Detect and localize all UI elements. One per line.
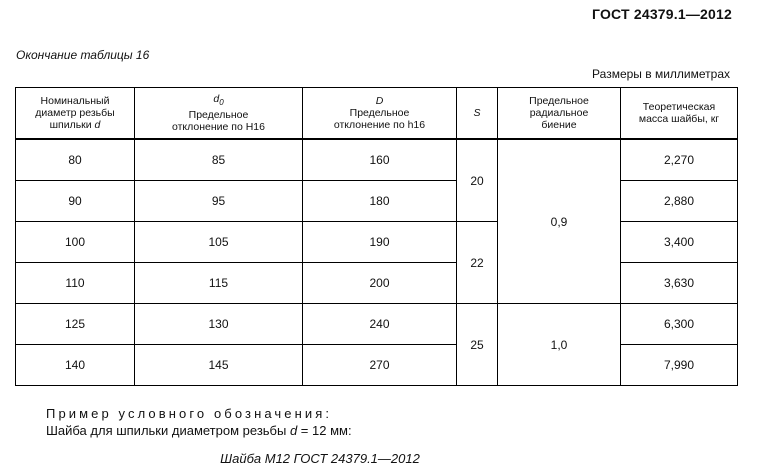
data-table: [15, 87, 738, 386]
example-symbol: d: [289, 423, 298, 438]
cell-D: 240: [303, 304, 457, 345]
cell-mass: 6,300: [621, 304, 738, 345]
cell-d0: 145: [135, 345, 303, 386]
header-text: отклонение по Н16: [172, 121, 265, 134]
cell-nominal-diameter: 80: [16, 139, 135, 181]
header-symbol-subscript: 0: [219, 98, 224, 108]
cell-nominal-diameter: 90: [16, 181, 135, 222]
table-container: [15, 87, 737, 386]
example-title: Пример условного обозначения:: [46, 406, 333, 421]
header-text: Предельное: [349, 107, 410, 119]
header-text: отклонение по h16: [333, 119, 426, 131]
header-text: радиальное: [529, 107, 589, 119]
standard-header: ГОСТ 24379.1—2012: [592, 6, 732, 22]
table-row: [16, 222, 738, 263]
cell-mass: 3,630: [621, 263, 738, 304]
designation-line: [0, 451, 772, 466]
table-row: [16, 304, 738, 345]
cell-nominal-diameter: 110: [16, 263, 135, 304]
cell-D: 180: [303, 181, 457, 222]
cell-mass: 7,990: [621, 345, 738, 386]
table-row: [16, 263, 738, 304]
header-symbol-letter: d: [213, 92, 220, 105]
cell-nominal-diameter: 125: [16, 304, 135, 345]
cell-nominal-diameter: 140: [16, 345, 135, 386]
header-symbol: S: [473, 107, 481, 119]
cell-d0: 115: [135, 263, 303, 304]
cell-radial-runout: 1,0: [498, 304, 621, 386]
col-header-S: [457, 88, 498, 140]
cell-d0: 85: [135, 139, 303, 181]
example-text-before: Шайба для шпильки диаметром резьбы: [46, 423, 290, 438]
table-row: [16, 345, 738, 386]
header-text: масса шайбы, кг: [638, 113, 720, 125]
cell-D: 190: [303, 222, 457, 263]
designation-text: Шайба М12 ГОСТ 24379.1—2012: [220, 451, 420, 466]
col-header-D: [303, 88, 457, 140]
cell-nominal-diameter: 100: [16, 222, 135, 263]
units-note: Размеры в миллиметрах: [592, 67, 730, 81]
example-text: [46, 422, 352, 439]
col-header-d0: [135, 88, 303, 140]
table-caption: Окончание таблицы 16: [16, 48, 150, 62]
header-text: биение: [541, 119, 577, 131]
cell-radial-runout: 0,9: [498, 139, 621, 304]
cell-d0: 130: [135, 304, 303, 345]
col-header-theoretical-mass: [621, 88, 738, 140]
header-text: Номинальный: [40, 95, 110, 107]
col-header-radial-runout: [498, 88, 621, 140]
cell-S: 22: [457, 222, 498, 304]
cell-D: 160: [303, 139, 457, 181]
cell-d0: 95: [135, 181, 303, 222]
example-text-after: = 12 мм:: [297, 423, 352, 438]
designation-example: [46, 405, 352, 439]
cell-S: 25: [457, 304, 498, 386]
cell-mass: 3,400: [621, 222, 738, 263]
header-text: Предельное: [529, 95, 589, 107]
table-row: [16, 181, 738, 222]
header-text: шпильки: [49, 119, 92, 131]
cell-D: 270: [303, 345, 457, 386]
cell-D: 200: [303, 263, 457, 304]
cell-S: 20: [457, 139, 498, 222]
col-header-nominal-diameter: [16, 88, 135, 140]
table-header-row: [16, 88, 738, 140]
header-symbol: [135, 93, 302, 109]
header-text: Теоретическая: [642, 101, 716, 113]
header-symbol: d: [94, 119, 101, 131]
cell-mass: 2,880: [621, 181, 738, 222]
header-text: Предельное: [188, 109, 249, 122]
cell-mass: 2,270: [621, 139, 738, 181]
header-text: диаметр резьбы: [35, 107, 115, 119]
header-text: [16, 119, 134, 131]
table-row: [16, 139, 738, 181]
cell-d0: 105: [135, 222, 303, 263]
header-symbol: D: [375, 95, 384, 107]
